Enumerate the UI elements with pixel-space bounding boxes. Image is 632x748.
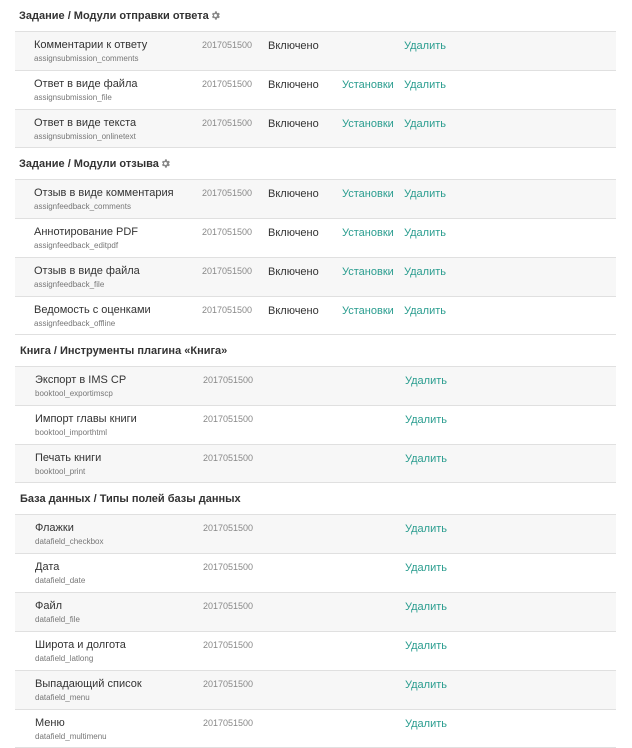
plugin-version: 2017051500 <box>203 375 254 385</box>
plugin-row <box>15 514 616 553</box>
delete-link[interactable]: Удалить <box>404 40 446 52</box>
section-title-text: Книга / Инструменты плагина «Книга» <box>20 344 228 357</box>
delete-link[interactable]: Удалить <box>404 118 446 130</box>
plugin-component: datafield_latlong <box>35 654 94 663</box>
plugin-component: booktool_importhtml <box>35 428 108 437</box>
plugin-version: 2017051500 <box>203 414 254 424</box>
delete-link[interactable]: Удалить <box>405 562 447 574</box>
plugin-list <box>15 366 616 483</box>
plugin-status: Включено <box>268 227 319 239</box>
plugin-component: datafield_menu <box>35 693 90 702</box>
plugin-row <box>15 670 616 709</box>
plugin-component: assignfeedback_editpdf <box>34 241 119 250</box>
plugin-component: assignsubmission_onlinetext <box>34 132 136 141</box>
plugin-row <box>15 631 616 670</box>
settings-link[interactable]: Установки <box>342 118 394 130</box>
plugin-name: Отзыв в виде файла <box>34 265 140 277</box>
plugin-list <box>15 179 616 335</box>
section-title-text: База данных / Типы полей базы данных <box>20 492 241 505</box>
plugin-component: assignfeedback_comments <box>34 202 131 211</box>
delete-link[interactable]: Удалить <box>405 679 447 691</box>
plugin-version: 2017051500 <box>202 118 253 128</box>
delete-link[interactable]: Удалить <box>404 188 446 200</box>
plugin-row <box>15 553 616 592</box>
plugin-name: Ответ в виде текста <box>34 117 137 129</box>
delete-link[interactable]: Удалить <box>405 414 447 426</box>
plugin-name: Отзыв в виде комментария <box>34 187 174 199</box>
plugin-version: 2017051500 <box>203 453 254 463</box>
plugin-list <box>15 514 616 748</box>
plugin-row <box>15 296 616 335</box>
plugin-row <box>15 405 616 444</box>
plugin-version: 2017051500 <box>203 562 254 572</box>
delete-link[interactable]: Удалить <box>405 523 447 535</box>
plugin-version: 2017051500 <box>203 523 254 533</box>
plugin-name: Экспорт в IMS CP <box>35 374 127 386</box>
plugin-section <box>0 335 632 483</box>
plugin-name: Меню <box>35 717 65 729</box>
plugin-version: 2017051500 <box>203 718 254 728</box>
plugin-component: datafield_date <box>35 576 86 585</box>
plugin-version: 2017051500 <box>203 601 254 611</box>
plugin-name: Аннотирование PDF <box>34 226 139 238</box>
plugin-component: datafield_file <box>35 615 80 624</box>
settings-link[interactable]: Установки <box>342 227 394 239</box>
plugin-status: Включено <box>268 79 319 91</box>
plugin-status: Включено <box>268 266 319 278</box>
plugin-status: Включено <box>268 188 319 200</box>
plugin-name: Широта и долгота <box>35 639 126 651</box>
plugin-component: booktool_exportimscp <box>35 389 113 398</box>
plugin-name: Файл <box>35 600 63 612</box>
section-title-text: Задание / Модули отзыва <box>19 157 159 170</box>
delete-link[interactable]: Удалить <box>405 375 447 387</box>
plugin-version: 2017051500 <box>202 79 253 89</box>
plugin-component: assignsubmission_comments <box>34 54 139 63</box>
plugin-name: Выпадающий список <box>35 678 142 690</box>
delete-link[interactable]: Удалить <box>405 640 447 652</box>
plugin-component: assignfeedback_file <box>34 280 105 289</box>
plugin-version: 2017051500 <box>202 266 253 276</box>
plugin-name: Флажки <box>35 522 74 534</box>
delete-link[interactable]: Удалить <box>404 266 446 278</box>
delete-link[interactable]: Удалить <box>404 227 446 239</box>
plugin-section <box>0 0 632 148</box>
delete-link[interactable]: Удалить <box>404 305 446 317</box>
plugin-component: assignfeedback_offline <box>34 319 116 328</box>
plugin-name: Ведомость с оценками <box>34 304 151 316</box>
plugin-row <box>15 709 616 748</box>
gear-icon[interactable] <box>210 10 221 21</box>
delete-link[interactable]: Удалить <box>405 601 447 613</box>
settings-link[interactable]: Установки <box>342 266 394 278</box>
section-title <box>0 0 632 31</box>
plugin-section <box>0 483 632 748</box>
settings-link[interactable]: Установки <box>342 305 394 317</box>
plugin-name: Ответ в виде файла <box>34 78 138 90</box>
plugin-component: datafield_multimenu <box>35 732 107 741</box>
plugin-name: Дата <box>35 561 60 573</box>
plugin-component: booktool_print <box>35 467 86 476</box>
plugin-row <box>15 70 616 109</box>
delete-link[interactable]: Удалить <box>405 718 447 730</box>
plugin-row <box>15 31 616 70</box>
plugin-component: assignsubmission_file <box>34 93 112 102</box>
plugin-row <box>15 444 616 483</box>
plugin-row <box>15 179 616 218</box>
plugin-section <box>0 148 632 335</box>
section-title <box>0 335 632 366</box>
settings-link[interactable]: Установки <box>342 79 394 91</box>
delete-link[interactable]: Удалить <box>405 453 447 465</box>
plugin-row <box>15 109 616 148</box>
plugin-status: Включено <box>268 305 319 317</box>
section-title <box>0 148 632 179</box>
plugin-status: Включено <box>268 40 319 52</box>
plugin-row <box>15 366 616 405</box>
section-title-text: Задание / Модули отправки ответа <box>19 9 209 22</box>
plugin-list <box>15 31 616 148</box>
plugin-name: Печать книги <box>35 452 102 464</box>
plugin-status: Включено <box>268 118 319 130</box>
gear-icon[interactable] <box>160 158 171 169</box>
plugin-row <box>15 218 616 257</box>
plugin-row <box>15 257 616 296</box>
plugin-name: Импорт главы книги <box>35 413 137 425</box>
plugin-version: 2017051500 <box>202 40 253 50</box>
plugin-name: Комментарии к ответу <box>34 39 148 51</box>
plugin-version: 2017051500 <box>202 188 253 198</box>
plugin-component: datafield_checkbox <box>35 537 104 546</box>
plugin-row <box>15 592 616 631</box>
plugin-version: 2017051500 <box>202 227 253 237</box>
plugin-version: 2017051500 <box>203 679 254 689</box>
section-title <box>0 483 632 514</box>
delete-link[interactable]: Удалить <box>404 79 446 91</box>
plugin-version: 2017051500 <box>202 305 253 315</box>
settings-link[interactable]: Установки <box>342 188 394 200</box>
plugin-version: 2017051500 <box>203 640 254 650</box>
